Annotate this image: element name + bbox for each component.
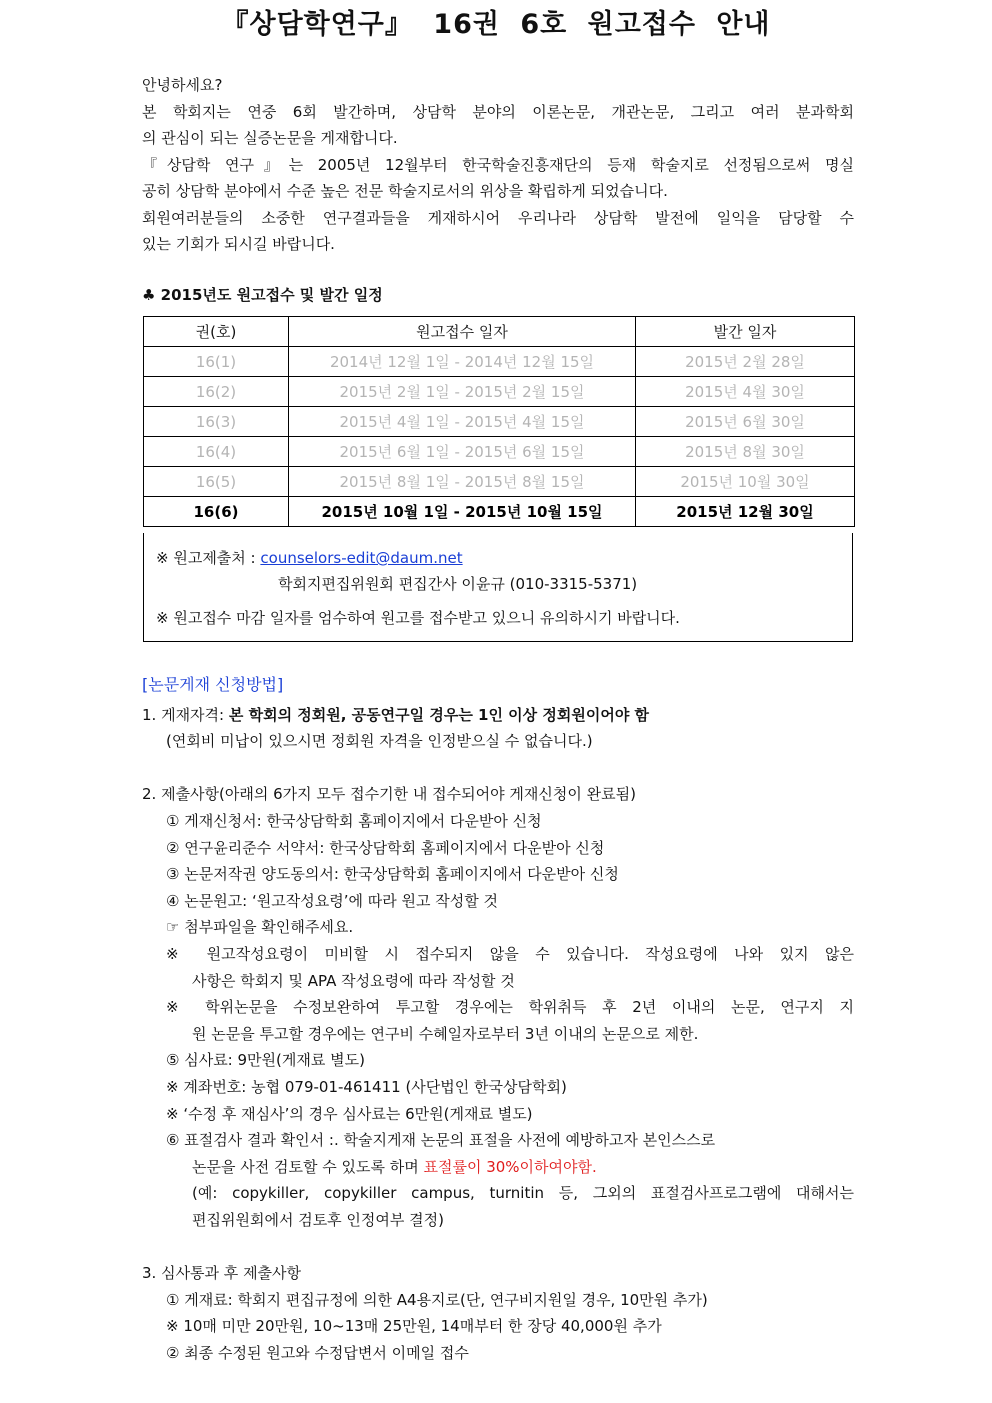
table-row — [144, 407, 855, 437]
issue-cell: 16(3) — [144, 407, 289, 437]
eligibility-item — [142, 702, 854, 729]
submission-period-cell: 2015년 8월 1일 - 2015년 8월 15일 — [289, 467, 636, 497]
attachment-note: ☞ 첨부파일을 확인해주세요. — [166, 918, 354, 937]
plagiarism-threshold: 표절률이 30%이하여야함. — [423, 1157, 597, 1176]
plagiarism-example: (예: copykiller, copykiller campus, turnitin 등, 그외의 표절검사프로그램에 대해서는 — [192, 1184, 854, 1203]
review-fee-note: ※ ‘수정 후 재심사’의 경우 심사료는 6만원(게재료 별도) — [166, 1104, 533, 1123]
table-header-row — [144, 317, 855, 347]
issue-cell: 16(1) — [144, 347, 289, 377]
issue-cell: 16(2) — [144, 377, 289, 407]
post-review-title: 3. 심사통과 후 제출사항 — [142, 1264, 302, 1283]
plagiarism-note — [142, 1154, 854, 1181]
contact-info: 학회지편집위원회 편집간사 이윤규 (010-3315-5371) — [278, 575, 638, 593]
plagiarism-text: 논문을 사전 검토할 수 있도록 하며 — [192, 1157, 424, 1176]
intro-line: 『상담학 연구』는 2005년 12월부터 한국학술진흥재단의 등재 학술지로 선정됨으로써 명실 — [142, 155, 854, 174]
intro-paragraph — [142, 72, 854, 258]
eligibility-note: (연회비 미납이 있으시면 정회원 자격을 인정받으실 수 없습니다.) — [166, 732, 593, 751]
column-header: 발간 일자 — [636, 317, 855, 347]
schedule-heading: ♣ 2015년도 원고접수 및 발간 일정 — [142, 286, 383, 304]
list-item: ④ 논문원고: ‘원고작성요령’에 따라 원고 작성할 것 — [166, 891, 498, 910]
intro-line: 있는 기회가 되시길 바랍니다. — [142, 235, 335, 253]
publication-date-cell: 2015년 6월 30일 — [636, 407, 855, 437]
warning-note: ※ 원고작성요령이 미비할 시 접수되지 않을 수 있습니다. 작성요령에 나와 있지 않은 — [166, 944, 854, 963]
table-row — [144, 467, 855, 497]
deadline-note: ※ 원고접수 마감 일자를 엄수하여 원고를 접수받고 있으니 유의하시기 바랍니다. — [156, 609, 680, 627]
plagiarism-example: 편집위원회에서 검토후 인정여부 결정) — [192, 1210, 444, 1229]
column-header: 권(호) — [144, 317, 289, 347]
publication-date-cell: 2015년 12월 30일 — [636, 497, 855, 527]
intro-line: 본 학회지는 연중 6회 발간하며, 상담학 분야의 이론논문, 개관논문, 그리고 여러 분과학회 — [142, 102, 854, 121]
publication-date-cell: 2015년 8월 30일 — [636, 437, 855, 467]
publication-fee-note: ※ 10매 미만 20만원, 10~13매 25만원, 14매부터 한 장당 40,000원 추가 — [166, 1317, 662, 1336]
table-row — [144, 347, 855, 377]
email-link[interactable]: counselors-edit@daum.net — [260, 549, 463, 567]
issue-cell: 16(6) — [144, 497, 289, 527]
issue-cell: 16(5) — [144, 467, 289, 497]
warning-note: 사항은 학회지 및 APA 작성요령에 따라 작성할 것 — [192, 971, 515, 990]
table-row — [144, 377, 855, 407]
intro-line: 의 관심이 되는 실증논문을 게재합니다. — [142, 129, 398, 147]
list-item: ② 최종 수정된 원고와 수정답변서 이메일 접수 — [166, 1343, 469, 1362]
intro-line: 회원여러분들의 소중한 연구결과들을 게재하시어 우리나라 상담학 발전에 일익을 담당할 수 — [142, 208, 854, 227]
submission-period-cell: 2015년 4월 1일 - 2015년 4월 15일 — [289, 407, 636, 437]
submission-period-cell: 2014년 12월 1일 - 2014년 12월 15일 — [289, 347, 636, 377]
submission-period-cell: 2015년 6월 1일 - 2015년 6월 15일 — [289, 437, 636, 467]
list-item: ③ 논문저작권 양도동의서: 한국상담학회 홈페이지에서 다운받아 신청 — [166, 865, 619, 884]
submission-items-title: 2. 제출사항(아래의 6가지 모두 접수기한 내 접수되어야 게재신청이 완료됨) — [142, 785, 636, 804]
warning-note: ※ 학위논문을 수정보완하여 투고할 경우에는 학위취득 후 2년 이내의 논문, 연구지 지 — [166, 998, 854, 1017]
publication-date-cell: 2015년 2월 28일 — [636, 347, 855, 377]
list-item: ⑤ 심사료: 9만원(게재료 별도) — [166, 1051, 365, 1070]
table-row-current — [144, 497, 855, 527]
table-row — [144, 437, 855, 467]
warning-note: 원 논문을 투고할 경우에는 연구비 수혜일자로부터 3년 이내의 논문으로 제한. — [192, 1024, 699, 1043]
page-title: 『상담학연구』 16권 6호 원고접수 안내 — [221, 9, 771, 40]
list-item: ① 게재신청서: 한국상담학회 홈페이지에서 다운받아 신청 — [166, 811, 542, 830]
submission-note-box — [143, 533, 853, 642]
list-item: ⑥ 표절검사 결과 확인서 :. 학술지게재 논문의 표절을 사전에 예방하고자 본인스스로 — [166, 1131, 716, 1150]
schedule-table — [143, 316, 855, 527]
submission-period-cell: 2015년 2월 1일 - 2015년 2월 15일 — [289, 377, 636, 407]
publication-date-cell: 2015년 10월 30일 — [636, 467, 855, 497]
intro-line: 안녕하세요? — [142, 76, 223, 94]
issue-cell: 16(4) — [144, 437, 289, 467]
column-header: 원고접수 일자 — [289, 317, 636, 347]
application-method-section — [142, 672, 854, 1366]
list-item: ① 게재료: 학회지 편집규정에 의한 A4용지로(단, 연구비지원일 경우, 10만원 추가) — [166, 1290, 708, 1309]
list-item: ② 연구윤리준수 서약서: 한국상담학회 홈페이지에서 다운받아 신청 — [166, 838, 605, 857]
section-heading: [논문게재 신청방법] — [142, 675, 284, 694]
submission-address — [156, 547, 463, 568]
publication-date-cell: 2015년 4월 30일 — [636, 377, 855, 407]
account-note: ※ 계좌번호: 농협 079-01-461411 (사단법인 한국상담학회) — [166, 1077, 567, 1096]
intro-line: 공히 상담학 분야에서 수준 높은 전문 학술지로서의 위상을 확립하게 되었습니다. — [142, 182, 668, 200]
submission-label: ※ 원고제출처 : — [156, 549, 261, 567]
eligibility-text: 본 학회의 정회원, 공동연구일 경우는 1인 이상 정회원이어야 함 — [228, 705, 650, 724]
submission-period-cell: 2015년 10월 1일 - 2015년 10월 15일 — [289, 497, 636, 527]
item-label: 1. 게재자격: — [142, 705, 229, 724]
